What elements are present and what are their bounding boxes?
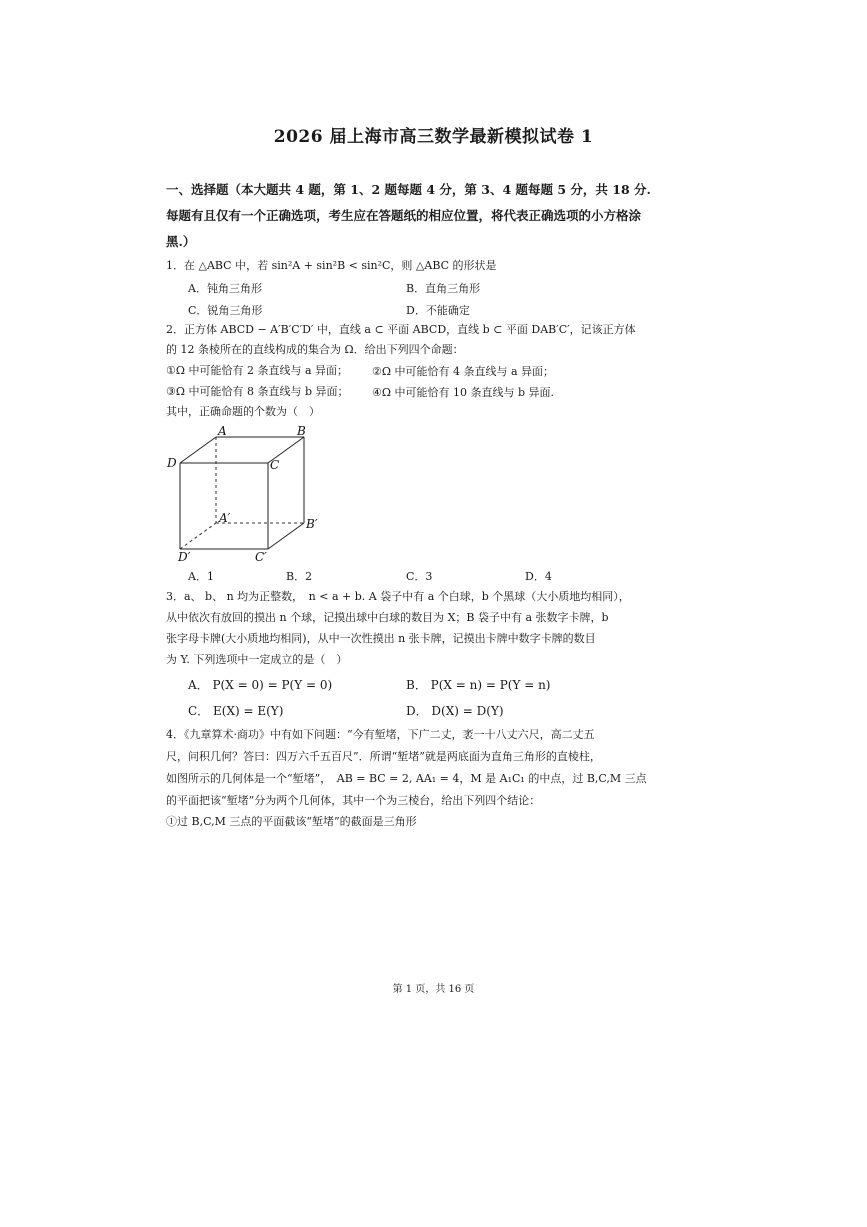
q3-option-c: C． E(X) = E(Y) [188,704,284,718]
q3-option-d: D． D(X) = D(Y) [406,704,504,718]
q3-option-a: A． P(X = 0) = P(Y = 0) [188,678,333,692]
q2-prop-3: ③Ω 中可能恰有 8 条直线与 b 异面； [166,385,349,398]
label-Ap: A′ [219,511,231,525]
label-A: A [218,424,227,438]
q3-line1: 3．a、 b、 n 均为正整数， n < a + b. A 袋子中有 a 个白球，b 个黑球（大小质地均相同）， [166,590,630,603]
label-D: D [167,456,177,470]
q2-stem-line1: 2．正方体 ABCD − A′B′C′D′ 中，直线 a ⊂ 平面 ABCD，直线 b ⊂ 平面 DAB′C′，记该正方体 [166,323,636,336]
q1-option-a: A．钝角三角形 [188,282,262,295]
q2-option-a: A．1 [188,570,214,583]
q4-line5: ①过 B,C,M 三点的平面截该“堑堵”的截面是三角形 [166,815,417,828]
q3-line3: 张字母卡牌(大小质地均相同)，从中一次性摸出 n 张卡牌，记摸出卡牌中数字卡牌的数目 [166,632,596,645]
q4-line4: 的平面把该“堑堵”分为两个几何体，其中一个为三棱台，给出下列四个结论： [166,794,541,807]
q2-option-d: D．4 [525,570,552,583]
section-heading: 一、选择题（本大题共 4 题，第 1、2 题每题 4 分，第 3、4 题每题 5 分，共 18 分.每题有且仅有一个正确选项，考生应在答题纸的相应位置，将代表正确选项的小方格涂黑.） [166,182,651,249]
label-C: C [270,458,280,472]
q2-prop-1: ①Ω 中可能恰有 2 条直线与 a 异面； [166,364,349,377]
q4-line2: 尺，问积几何？答曰：四万六千五百尺”．所谓“堑堵”就是两底面为直角三角形的直棱柱， [166,750,601,763]
q2-ask: 其中，正确命题的个数为（ ） [166,405,320,418]
q2-option-c: C．3 [406,570,433,583]
q2-stem-line2: 的 12 条棱所在的直线构成的集合为 Ω．给出下列四个命题： [166,343,464,356]
q3-line4: 为 Y. 下列选项中一定成立的是（ ） [166,653,348,666]
q2-prop-2: ②Ω 中可能恰有 4 条直线与 a 异面； [372,365,555,378]
q2-option-b: B．2 [286,570,313,583]
q1-option-b: B．直角三角形 [406,282,481,295]
q2-prop-4: ④Ω 中可能恰有 10 条直线与 b 异面. [372,386,554,399]
q1-option-c: C．锐角三角形 [188,304,263,317]
label-Dp: D′ [178,550,191,564]
q3-line2: 从中依次有放回的摸出 n 个球，记摸出球中白球的数目为 X；B 袋子中有 a 张数字卡牌，b [166,611,609,624]
label-B: B [297,424,306,438]
page-footer: 第 1 页，共 16 页 [392,984,475,995]
q1-option-d: D．不能确定 [406,304,470,317]
page-title: 2026 届上海市高三数学最新模拟试卷 1 [273,127,594,147]
edge-CpBp [268,523,304,549]
cube-figure [164,424,324,566]
q4-line3: 如图所示的几何体是一个“堑堵”， AB = BC = 2, AA₁ = 4，M 是 A₁C₁ 的中点，过 B,C,M 三点 [166,772,647,785]
q1-stem: 1．在 △ABC 中，若 sin²A + sin²B < sin²C，则 △ABC 的形状是 [166,259,497,272]
q3-option-b: B． P(X = n) = P(Y = n) [406,678,551,692]
label-Cp: C′ [255,550,267,564]
label-Bp: B′ [306,517,318,531]
edge-DA [180,437,216,463]
edge-DpAp-hidden [180,523,216,549]
q4-line1: 4．《九章算术·商功》中有如下问题：“今有堑堵，下广二丈，袤一十八丈六尺，高二丈五 [166,728,595,741]
